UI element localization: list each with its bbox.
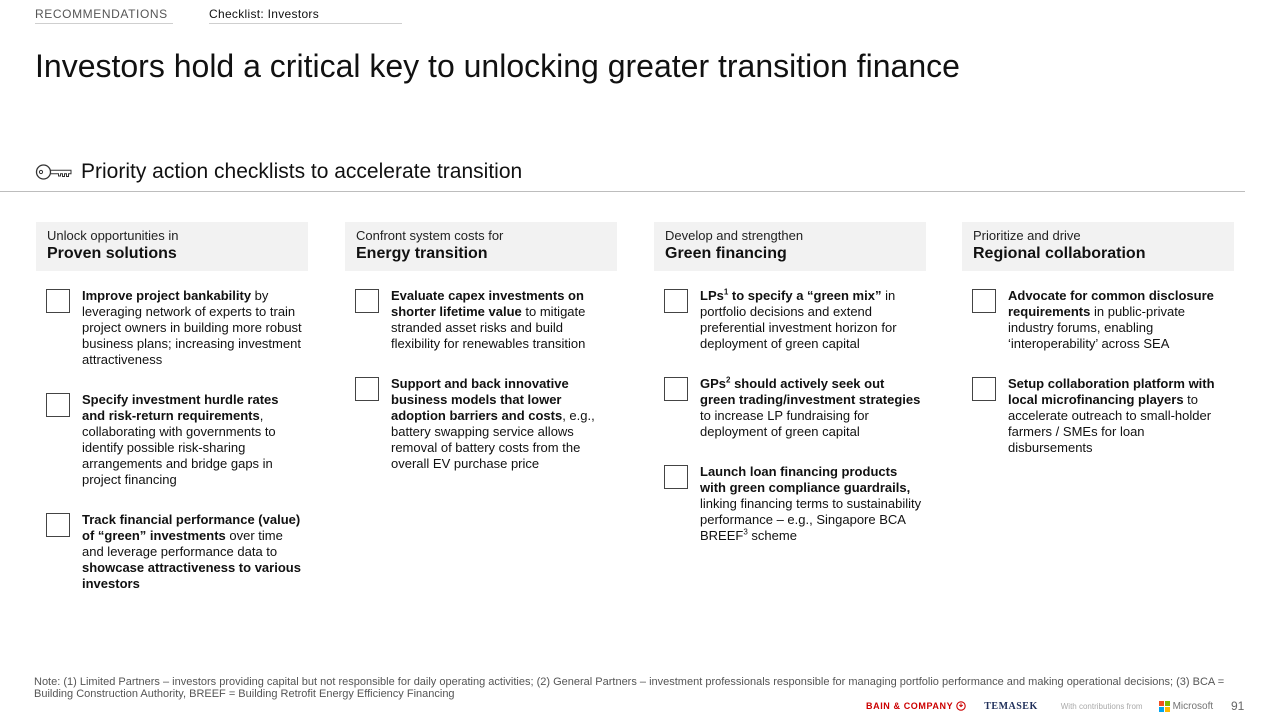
checklist-item [962,376,1234,456]
column-green-financing [654,222,926,568]
breadcrumb-divider [209,23,402,24]
column-header-title: Regional collaboration [973,245,1146,262]
column-header-title: Energy transition [356,245,488,262]
checklist-item [345,376,617,472]
emphasis-text: Support and back innovative business models that lower adoption barriers and costs [391,376,569,423]
checklist-item [36,392,308,488]
checklist [36,288,308,592]
column-header [36,222,308,271]
emphasis-text: Setup collaboration platform with local microfinancing players [1008,376,1215,407]
breadcrumb-page: Checklist: Investors [209,7,320,21]
emphasis-text: Evaluate capex investments on shorter lifetime value [391,288,584,319]
checklist-item-text [1008,288,1230,352]
body-text: linking financing terms to sustainability performance – e.g., Singapore BCA BREEF [700,496,922,543]
checklist [654,288,926,544]
column-proven-solutions [36,222,308,616]
checklist-item [654,288,926,352]
column-header-title: Green financing [665,245,787,262]
checkbox[interactable] [355,377,379,401]
checklist-item-text [700,376,922,440]
footer-logos [866,699,1213,713]
checklist-item-text [700,288,922,352]
key-icon [35,161,73,183]
body-text: scheme [747,528,797,543]
body-text: , e.g., battery swapping service allows removal of battery costs from the overall EV purchase price [391,408,595,471]
checklist [962,288,1234,456]
column-header-intro: Develop and strengthen [665,228,804,243]
column-header-intro: Confront system costs for [356,228,504,243]
checklist-item [962,288,1234,352]
emphasis-text: Track financial performance (value) of “green” investments [82,512,301,543]
column-header-title: Proven solutions [47,245,177,262]
checklist-item [36,512,308,592]
checklist-item-text [391,376,613,472]
checkbox[interactable] [355,289,379,313]
bain-logo-text: BAIN & COMPANY [866,701,954,711]
emphasis-text: showcase attractiveness to various investors [82,560,301,591]
checklist-item-text [82,512,304,592]
breadcrumb-section: RECOMMENDATIONS [35,7,168,21]
emphasis-text: GPs [700,376,727,391]
body-text: in portfolio decisions and extend preferential investment horizon for deployment of green capital [700,288,897,351]
body-text: by leveraging network of experts to train project owners in building more robust business plans; increasing investment attractiveness [82,288,302,367]
bain-logo [866,701,966,711]
subtitle-text: Priority action checklists to accelerate transition [81,160,523,183]
checkbox[interactable] [972,377,996,401]
body-text: over time and leverage performance data to [82,528,283,559]
checklist-item-text [1008,376,1230,456]
temasek-logo: TEMASEK [984,700,1038,712]
body-text: to mitigate stranded asset risks and build flexibility for renewables transition [391,304,586,351]
checkbox[interactable] [972,289,996,313]
emphasis-text: Specify investment hurdle rates and risk-return requirements [82,392,279,423]
checklist-item [345,288,617,352]
footnote-marker: 2 [726,375,731,385]
checklist-item [36,288,308,368]
checklist-item [654,464,926,544]
page-title: Investors hold a critical key to unlocking greater transition finance [35,48,960,84]
checkbox[interactable] [664,377,688,401]
bain-mark-icon [956,701,966,711]
column-energy-transition [345,222,617,496]
breadcrumb-divider [35,23,173,24]
body-text: to increase LP fundraising for deployment of green capital [700,408,869,439]
checklist-item-text [391,288,613,352]
checkbox[interactable] [46,513,70,537]
footnote-marker: 1 [723,287,729,297]
checkbox[interactable] [46,289,70,313]
contributions-text: With contributions from [1060,701,1143,711]
body-text: , collaborating with governments to identify possible risk-sharing arrangements and bridge gaps in project financing [82,408,276,487]
emphasis-text: Improve project bankability [82,288,252,303]
body-text: in public-private industry forums, enabling ‘interoperability’ across SEA [1008,304,1186,351]
column-header [962,222,1234,271]
microsoft-logo [1159,701,1214,712]
column-header [345,222,617,271]
checkbox[interactable] [664,289,688,313]
subtitle-divider [0,191,1245,192]
checklist-item-text [82,392,304,488]
column-regional-collaboration [962,222,1234,480]
footnote-marker: 3 [743,527,748,537]
checkbox[interactable] [664,465,688,489]
microsoft-logo-text: Microsoft [1172,700,1214,712]
column-header-intro: Unlock opportunities in [47,228,179,243]
microsoft-squares-icon [1159,701,1170,712]
checklist [345,288,617,472]
body-text: to accelerate outreach to small-holder farmers / SMEs for loan disbursements [1008,392,1212,455]
emphasis-text: Launch loan financing products with green compliance guardrails, [700,464,911,495]
emphasis-text: LPs [700,288,724,303]
emphasis-text: Advocate for common disclosure requirements [1008,288,1214,319]
column-header-intro: Prioritize and drive [973,228,1081,243]
subtitle-row [35,157,522,187]
footnote: Note: (1) Limited Partners – investors providing capital but not responsible for daily operating activities; (2) General Partners – investment professionals responsible for managing portfolio performance and making operational decisions; (3) BCA = Building Construction Authority, BREEF = Building Retrofit Energy Efficiency Financing [34,676,1225,700]
emphasis-text: should actively seek out green trading/investment strategies [700,376,921,407]
page-number: 91 [1231,699,1245,713]
emphasis-text: to specify a “green mix” [728,288,882,303]
checklist-item [654,376,926,440]
checklist-item-text [700,464,922,544]
checklist-item-text [82,288,304,368]
checkbox[interactable] [46,393,70,417]
column-header [654,222,926,271]
